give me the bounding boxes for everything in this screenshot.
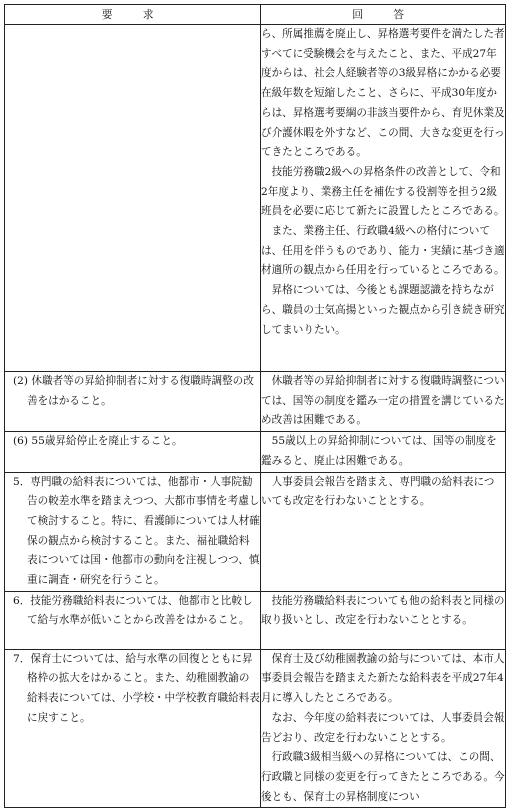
request-cell — [5, 432, 261, 472]
request-text: 5．専門職の給料表については、他都市・人事院勧告の較差水準を踏まえつつ、大都市事情を考慮して検討すること。特に、看護師については人材確保の観点から検討すること。また、福祉職給料表については国・他都市の動向を注視しつつ、慎重に調査・研究を行うこと。 — [13, 475, 260, 587]
request-text: 6．技能労務職給料表については、他都市と比較して給与水準が低いことから改善をはかること。 — [13, 594, 253, 627]
table-row — [5, 25, 506, 372]
request-answer-table — [4, 4, 506, 808]
request-text: (2) 休職者等の昇給抑制者に対する復職時調整の改善をはかること。 — [13, 375, 254, 407]
document-page — [4, 4, 505, 803]
answer-paragraph: 休職者等の昇給抑制者に対する復職時調整については、国等の制度を鑑み一定の措置を講じているため改善は困難である。 — [261, 375, 505, 427]
request-text: 7．保育士については、給与水準の回復とともに昇格枠の拡大をはかること。また、幼稚園教諭の給料表については、小学校・中学校教育職給料表に戻すこと。 — [13, 652, 260, 724]
answer-cell — [261, 591, 506, 649]
answer-paragraph: 人事委員会報告を踏まえ、専門職の給料表についても改定を行わないこととする。 — [261, 475, 495, 508]
answer-paragraph: 55歳以上の昇給抑制については、国等の制度を鑑みると、廃止は困難である。 — [261, 435, 497, 467]
table-row — [5, 372, 506, 432]
request-text: (6) 55歳昇給停止を廃止すること。 — [13, 435, 183, 448]
table-row — [5, 472, 506, 591]
answer-cell — [261, 472, 506, 591]
answer-paragraph: なお、今年度の給料表については、人事委員会報告どおり、改定を行わないこととする。 — [261, 711, 505, 744]
answer-paragraph: 行政職3級相当級への昇格については、この間、行政職と同様の変更を行ってきたところである。今後とも、保育士の昇格制度につい — [261, 751, 505, 803]
request-cell — [5, 649, 261, 808]
table-row — [5, 591, 506, 649]
answer-cell — [261, 372, 506, 432]
header-answer: 回 答 — [261, 5, 506, 25]
request-cell — [5, 591, 261, 649]
answer-paragraph: ら、所属推薦を廃止し、昇格選考要件を満たした者すべてに受験機会を与えたこと、また、平成27年度からは、社会人経験者等の3級昇格にかかる必要在級年数を短縮したこと、さらに、平成30年度からは、昇格選考要綱の非該当要件から、育児休業及び介護休暇を外すなど、この間、大きな変更を行ってきたところである。 — [261, 28, 505, 159]
answer-paragraph: 昇格については、今後とも課題認識を持ちながら、職員の士気高揚といった観点から引き続き研究してまいりたい。 — [261, 284, 505, 336]
answer-cell — [261, 432, 506, 472]
request-cell — [5, 372, 261, 432]
answer-paragraph: 保育士及び幼稚園教諭の給与については、本市人事委員会報告を踏まえた新たな給料表を平成27年4月に導入したところである。 — [261, 652, 505, 705]
header-row — [5, 5, 506, 25]
request-cell — [5, 472, 261, 591]
table-row — [5, 649, 506, 808]
table-row — [5, 432, 506, 472]
answer-cell — [261, 25, 506, 372]
answer-paragraph: 技能労務職給料表についても他の給料表と同様の取り扱いとし、改定を行わないこととする。 — [261, 594, 505, 627]
answer-paragraph: また、業務主任、行政職4級への格付については、任用を伴うものであり、能力・実績に基づき適材適所の観点から任用を行っているところである。 — [261, 225, 505, 277]
header-request: 要 求 — [5, 5, 261, 25]
request-cell — [5, 25, 261, 372]
answer-cell — [261, 649, 506, 808]
answer-paragraph: 技能労務職2級への昇格条件の改善として、令和2年度より、業務主任を補佐する役割等を担う2級班員を必要に応じて新たに設置したところである。 — [261, 165, 505, 218]
